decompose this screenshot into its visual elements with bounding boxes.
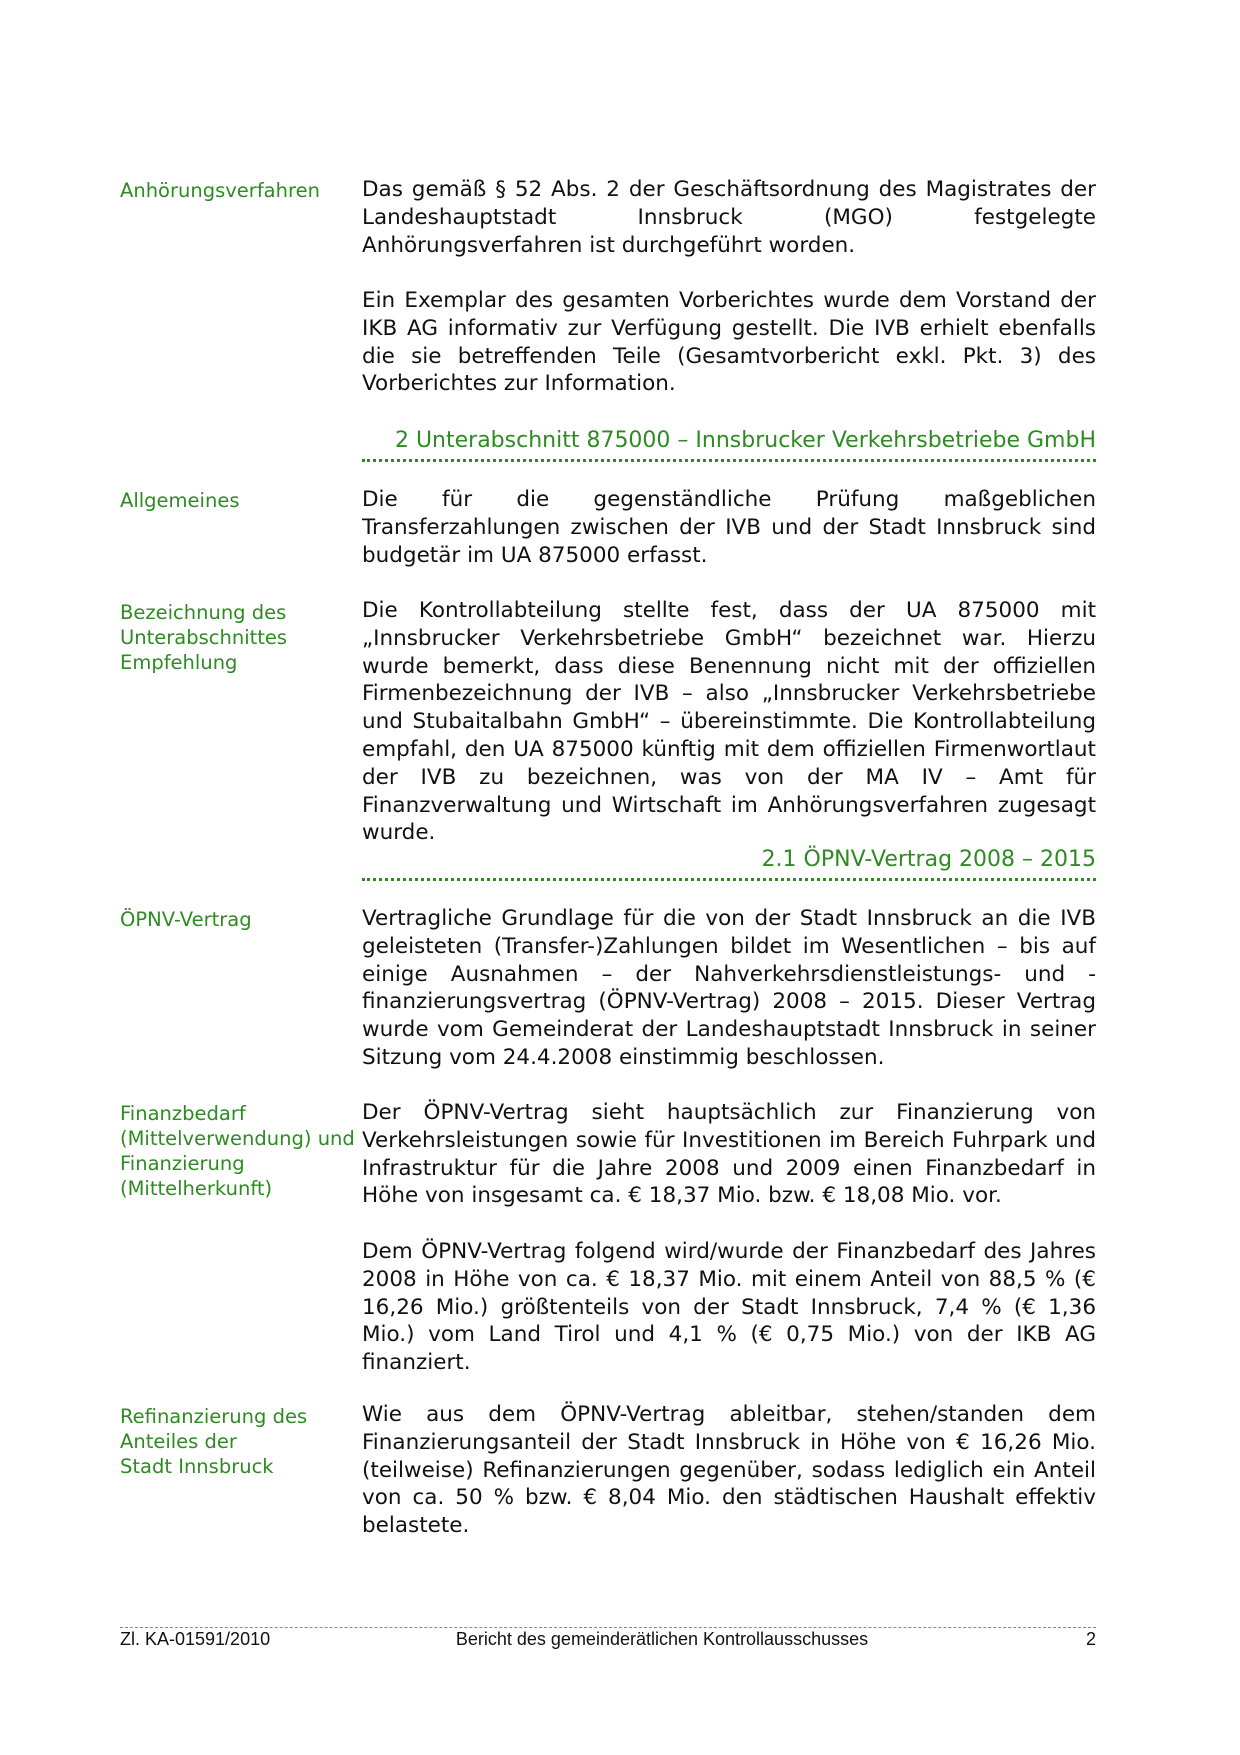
footer-title: Bericht des gemeinderätlichen Kontrollausschusses bbox=[455, 1629, 869, 1649]
margin-label-finanzbedarf bbox=[120, 1101, 355, 1201]
margin-label-line: Finanzbedarf bbox=[120, 1102, 246, 1125]
heading-2-dotted-rule bbox=[362, 459, 1096, 462]
paragraph-oepnv: Vertragliche Grundlage für die von der Stadt Innsbruck an die IVB geleisteten (Transfer-)Zahlungen bildet im Wesentlichen – bis auf einige Ausnahmen – der Nahverkehrsdienstleistungs- und -finanzierungsvertrag (ÖPNV-Vertrag) 2008 – 2015. Dieser Vertrag wurde vom Gemeinderat der Landeshauptstadt Innsbruck in seiner Sitzung vom 24.4.2008 einstimmig beschlossen. bbox=[362, 906, 1096, 1070]
footer-reference: Zl. KA-01591/2010 bbox=[120, 1629, 271, 1649]
margin-label-allgemeines: Allgemeines bbox=[120, 489, 240, 512]
footer-dashed-rule bbox=[120, 1627, 1096, 1628]
margin-label-line: Anteiles der bbox=[120, 1430, 237, 1453]
margin-label-line: Bezeichnung des bbox=[120, 601, 287, 624]
margin-label-refinanzierung bbox=[120, 1404, 355, 1479]
footer-page-number: 2 bbox=[1085, 1629, 1096, 1649]
margin-label-line: Empfehlung bbox=[120, 651, 238, 674]
paragraph-finanzbedarf-1: Der ÖPNV-Vertrag sieht hauptsächlich zur Finanzierung von Verkehrsleistungen sowie für Investitionen im Bereich Fuhrpark und Infrastruktur für die Jahre 2008 und 2009 einen Finanzbedarf in Höhe von insgesamt ca. € 18,37 Mio. bzw. € 18,08 Mio. vor. bbox=[362, 1100, 1096, 1209]
heading-2-1-dotted-rule bbox=[362, 878, 1096, 881]
margin-label-bezeichnung bbox=[120, 600, 355, 675]
paragraph-anhoerung-2: Ein Exemplar des gesamten Vorberichtes wurde dem Vorstand der IKB AG informativ zur Verfügung gestellt. Die IVB erhielt ebenfalls die sie betreffenden Teile (Gesamtvorbericht exkl. Pkt. 3) des Vorberichtes zur Information. bbox=[362, 288, 1096, 397]
paragraph-bezeichnung: Die Kontrollabteilung stellte fest, dass der UA 875000 mit „Innsbrucker Verkehrsbetriebe GmbH“ bezeichnet war. Hierzu wurde bemerkt, dass diese Benennung nicht mit der offiziellen Firmenbezeichnung der IVB – also „Innsbrucker Verkehrsbetriebe und Stubaitalbahn GmbH“ – übereinstimmte. Die Kontrollabteilung empfahl, den UA 875000 künftig mit dem offiziellen Firmenwortlaut der IVB zu bezeichnen, was von der MA IV – Amt für Finanzverwaltung und Wirtschaft im Anhörungsverfahren zugesagt wurde. bbox=[362, 598, 1096, 846]
paragraph-allgemeines: Die für die gegenständliche Prüfung maßgeblichen Transferzahlungen zwischen der IVB und der Stadt Innsbruck sind budgetär im UA 875000 erfasst. bbox=[362, 487, 1096, 568]
margin-label-line: (Mittelverwendung) und bbox=[120, 1127, 355, 1150]
margin-label-line: (Mittelherkunft) bbox=[120, 1177, 273, 1200]
paragraph-anhoerung-1: Das gemäß § 52 Abs. 2 der Geschäftsordnung des Magistrates der Landeshauptstadt Innsbruck (MGO) festgelegte Anhörungsverfahren ist durchgeführt worden. bbox=[362, 177, 1096, 258]
paragraph-finanzbedarf-2: Dem ÖPNV-Vertrag folgend wird/wurde der Finanzbedarf des Jahres 2008 in Höhe von ca. € 18,37 Mio. mit einem Anteil von 88,5 % (€ 16,26 Mio.) größtenteils von der Stadt Innsbruck, 7,4 % (€ 1,36 Mio.) vom Land Tirol und 4,1 % (€ 0,75 Mio.) von der IKB AG finanziert. bbox=[362, 1239, 1096, 1376]
margin-label-line: Stadt Innsbruck bbox=[120, 1455, 274, 1478]
margin-label-line: Refinanzierung des bbox=[120, 1405, 308, 1428]
margin-label-anhoerungsverfahren: Anhörungsverfahren bbox=[120, 179, 320, 202]
section-heading-2: 2 Unterabschnitt 875000 – Innsbrucker Verkehrsbetriebe GmbH bbox=[394, 428, 1096, 453]
margin-label-line: Finanzierung bbox=[120, 1152, 245, 1175]
section-heading-2-1: 2.1 ÖPNV-Vertrag 2008 – 2015 bbox=[761, 847, 1096, 872]
paragraph-refinanzierung: Wie aus dem ÖPNV-Vertrag ableitbar, stehen/standen dem Finanzierungsanteil der Stadt Innsbruck in Höhe von € 16,26 Mio. (teilweise) Refinanzierungen gegenüber, sodass lediglich ein Anteil von ca. 50 % bzw. € 8,04 Mio. den städtischen Haushalt effektiv belastete. bbox=[362, 1402, 1096, 1539]
margin-label-line: Unterabschnittes bbox=[120, 626, 288, 649]
margin-label-oepnv-vertrag: ÖPNV-Vertrag bbox=[120, 908, 252, 931]
